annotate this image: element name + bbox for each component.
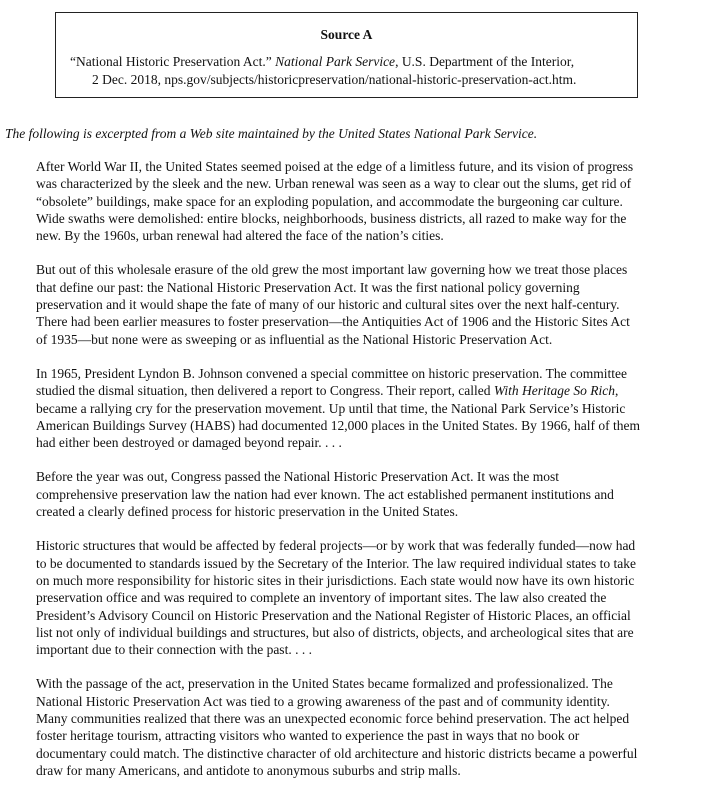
paragraph-line: comprehensive preservation law the nation had ever known. The act established permanent institutions and — [36, 486, 614, 502]
paragraph-line: documentary could match. The distinctive character of old architecture and historic districts became a powerful — [36, 745, 638, 761]
citation — [70, 53, 627, 89]
citation-publication: National Park Service — [275, 54, 396, 69]
paragraph-line: There had been earlier measures to foster preservation—the Antiquities Act of 1906 and the Historic Sites Act — [36, 314, 630, 330]
paragraph-line: was characterized by the sleek and the new. Urban renewal was seen as a way to clear out the slums, get rid of — [36, 176, 632, 192]
source-title: Source A — [320, 27, 373, 42]
paragraph-line: important due to their connection with the past. . . . — [36, 642, 312, 658]
paragraph-line: on much more responsibility for historic sites in their jurisdictions. Each state would now have its own historic — [36, 572, 635, 588]
paragraph-line: “obsolete” buildings, make space for an exploding population, and accommodate the burgeoning car culture. — [36, 193, 623, 209]
paragraph-line: Many communities realized that there was an unexpected economic force behind preservation. The act helped — [36, 711, 630, 727]
paragraph-line: After World War II, the United States seemed poised at the edge of a limitless future, and its vision of progress — [36, 159, 634, 174]
paragraph-1 — [36, 158, 696, 244]
paragraph-line: foster heritage tourism, attracting visitors who wanted to experience the past in ways that no book or — [36, 728, 580, 744]
paragraph-line: created a clearly defined process for historic preservation in the United States. — [36, 504, 459, 520]
paragraph-line: preservation and it would shape the fate of many of our historic and cultural sites over the next half-century. — [36, 297, 620, 313]
paragraph-line: Before the year was out, Congress passed the National Historic Preservation Act. It was the most — [36, 469, 559, 485]
paragraph-line: Historic structures that would be affected by federal projects—or by work that was federally funded—now had — [36, 538, 636, 554]
paragraph-2 — [36, 261, 696, 347]
paragraph-line: new. By the 1960s, urban renewal had altered the face of the nation’s cities. — [36, 228, 444, 244]
paragraph-line: With the passage of the act, preservation in the United States became formalized and professionalized. The — [36, 676, 613, 692]
paragraph-line: became a rallying cry for the preservation movement. Up until that time, the National Park Service’s Historic — [36, 400, 626, 416]
paragraph-line: Wide swaths were demolished: entire blocks, neighborhoods, business districts, all razed to make way for the — [36, 210, 627, 226]
report-title: With Heritage So Rich — [493, 383, 615, 399]
paragraph-line: had either been destroyed or damaged beyond repair. . . . — [36, 435, 342, 451]
paragraph-6 — [36, 675, 696, 779]
paragraph-line — [36, 382, 696, 399]
source-citation-box — [55, 12, 638, 98]
paragraph-line: In 1965, President Lyndon B. Johnson convened a special committee on historic preservation. The committee — [36, 365, 627, 381]
citation-article-title: “National Historic Preservation Act.” — [70, 54, 272, 69]
paragraph-line: draw for many Americans, and antidote to anonymous suburbs and strip malls. — [36, 762, 461, 778]
citation-publisher: , U.S. Department of the Interior, — [395, 54, 575, 69]
paragraph-line: to be documented to standards issued by the Secretary of the Interior. The law required individual states to take — [36, 555, 636, 571]
paragraph-line: that define our past: the National Historic Preservation Act. It was the first national policy governing — [36, 279, 580, 295]
excerpt-body — [36, 158, 696, 796]
paragraph-5 — [36, 537, 696, 658]
paragraph-line: of 1935—but none were as sweeping or as influential as the National Historic Preservation Act. — [36, 331, 553, 347]
paragraph-line: list not only of individual buildings and structures, but also of districts, objects, and archeological sites that are — [36, 624, 634, 640]
paragraph-line: preservation office and was required to complete an inventory of important sites. The law also created the — [36, 590, 607, 606]
paragraph-3 — [36, 365, 696, 451]
paragraph-line: President’s Advisory Council on Historic Preservation and the National Register of Historic Places, an official — [36, 607, 631, 623]
report-title-suffix: , — [615, 383, 619, 399]
paragraph-line: American Buildings Survey (HABS) had documented 12,000 places in the United States. By 1966, half of them — [36, 417, 641, 433]
paragraph-line-text: studied the dismal situation, then delivered a report to Congress. Their report, called — [36, 383, 491, 399]
citation-date-url: 2 Dec. 2018, nps.gov/subjects/historicpreservation/national-historic-preservation-act.htm. — [92, 72, 577, 87]
intro-note: The following is excerpted from a Web site maintained by the United States National Park Service. — [5, 126, 538, 141]
paragraph-line: But out of this wholesale erasure of the old grew the most important law governing how we treat those places — [36, 262, 628, 278]
paragraph-line: National Historic Preservation Act was tied to a growing awareness of the past and of community identity. — [36, 693, 610, 709]
paragraph-4 — [36, 468, 696, 520]
